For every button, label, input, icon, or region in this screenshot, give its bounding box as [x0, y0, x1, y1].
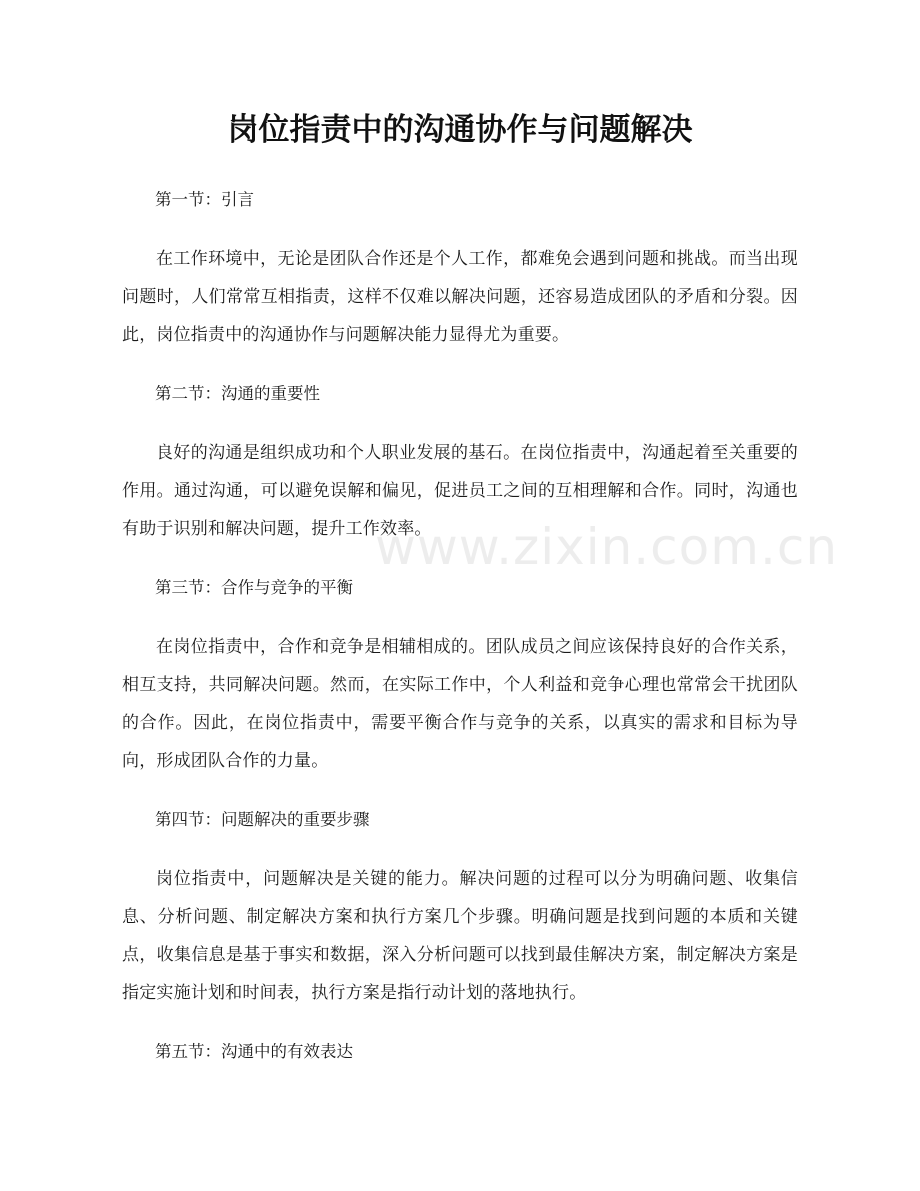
section-4-heading: 第四节：问题解决的重要步骤 — [155, 810, 370, 829]
document-title: 岗位指责中的沟通协作与问题解决 — [227, 112, 693, 148]
section-5-heading: 第五节：沟通中的有效表达 — [155, 1042, 353, 1061]
section-4-paragraph: 岗位指责中，问题解决是关键的能力。解决问题的过程可以分为明确问题、收集信息、分析问题、制定解决方案和执行方案几个步骤。明确问题是找到问题的本质和关键点，收集信息是基于事实和数据，深入分析问题可以找到最佳解决方案，制定解决方案是指定实施计划和时间表，执行方案是指行动计划的落地执行。 — [122, 869, 798, 1003]
document-body — [122, 181, 798, 1092]
section-3-heading: 第三节：合作与竞争的平衡 — [155, 578, 353, 597]
section-2-paragraph: 良好的沟通是组织成功和个人职业发展的基石。在岗位指责中，沟通起着至关重要的作用。通过沟通，可以避免误解和偏见，促进员工之间的互相理解和合作。同时，沟通也有助于识别和解决问题，提升工作效率。 — [122, 443, 798, 539]
watermark-text: www.zixin.com.cn — [375, 518, 839, 576]
section-1-heading: 第一节：引言 — [155, 190, 254, 209]
section-1-paragraph: 在工作环境中，无论是团队合作还是个人工作，都难免会遇到问题和挑战。而当出现问题时，人们常常互相指责，这样不仅难以解决问题，还容易造成团队的矛盾和分裂。因此，岗位指责中的沟通协作与问题解决能力显得尤为重要。 — [122, 249, 798, 345]
section-2-heading: 第二节：沟通的重要性 — [155, 384, 320, 403]
section-3-paragraph: 在岗位指责中，合作和竞争是相辅相成的。团队成员之间应该保持良好的合作关系，相互支持，共同解决问题。然而，在实际工作中，个人利益和竞争心理也常常会干扰团队的合作。因此，在岗位指责中，需要平衡合作与竞争的关系，以真实的需求和目标为导向，形成团队合作的力量。 — [122, 637, 798, 771]
